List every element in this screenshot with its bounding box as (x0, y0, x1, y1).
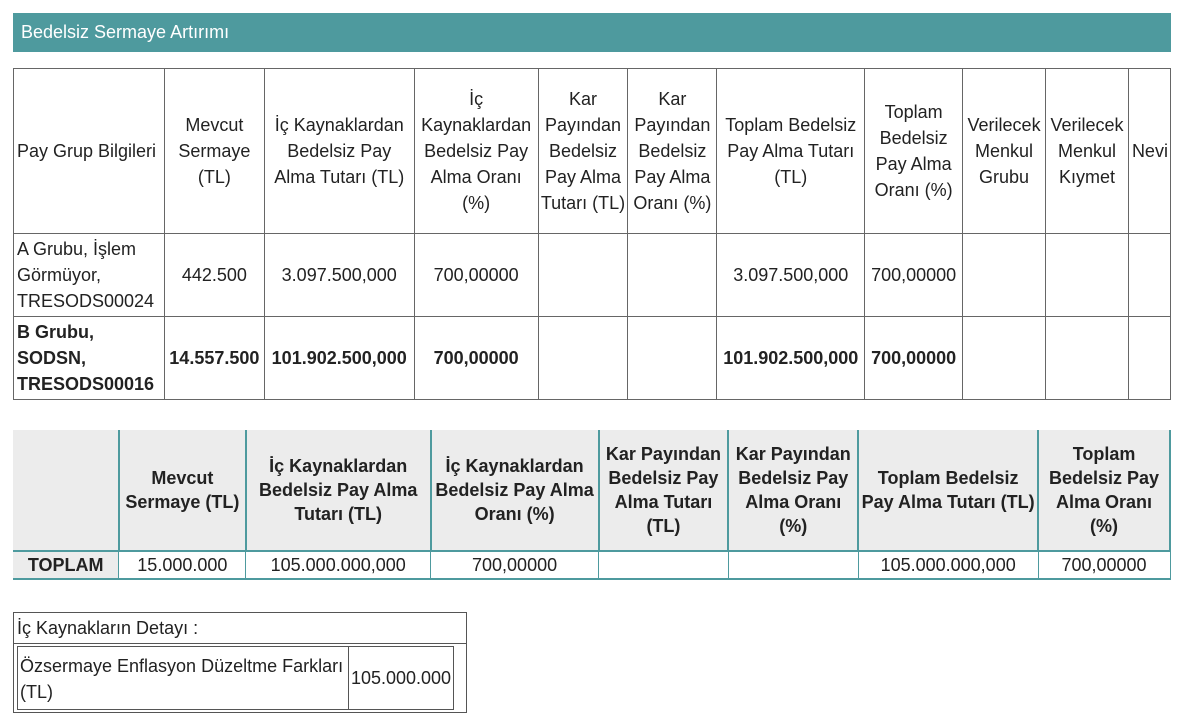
cell-menkul-kiymet (1046, 317, 1129, 400)
ic-kaynak-detay-box (13, 612, 467, 713)
header-mevcut-sermaye: Mevcut Sermaye (TL) (164, 69, 264, 234)
cell-ic-kaynak-tutar: 3.097.500,000 (264, 234, 414, 317)
cell-ic-kaynak-oran: 700,00000 (414, 234, 538, 317)
header-menkul-grubu: Verilecek Menkul Grubu (963, 69, 1046, 234)
cell-toplam-tutar: 101.902.500,000 (717, 317, 865, 400)
cell-menkul-grubu (963, 234, 1046, 317)
header-toplam-oran: Toplam Bedelsiz Pay Alma Oranı (%) (1038, 430, 1170, 551)
header-ic-kaynak-oran: İç Kaynaklardan Bedelsiz Pay Alma Oranı (%) (414, 69, 538, 234)
header-ic-kaynak-tutar: İç Kaynaklardan Bedelsiz Pay Alma Tutarı (TL) (246, 430, 431, 551)
detay-item-value: 105.000.000 (349, 646, 454, 710)
cell-ic-kaynak-tutar: 101.902.500,000 (264, 317, 414, 400)
header-ic-kaynak-oran: İç Kaynaklardan Bedelsiz Pay Alma Oranı (%) (431, 430, 599, 551)
cell-ic-kaynak-oran: 700,00000 (431, 551, 599, 579)
cell-kar-payi-oran (728, 551, 858, 579)
detay-row (17, 646, 464, 710)
cell-pay-grup: A Grubu, İşlem Görmüyor, TRESODS00024 (14, 234, 165, 317)
header-empty (13, 430, 119, 551)
header-toplam-tutar: Toplam Bedelsiz Pay Alma Tutarı (TL) (858, 430, 1038, 551)
section-title: Bedelsiz Sermaye Artırımı (13, 13, 1171, 52)
cell-nevi (1128, 317, 1170, 400)
cell-mevcut-sermaye: 14.557.500 (164, 317, 264, 400)
cell-ic-kaynak-oran: 700,00000 (414, 317, 538, 400)
header-nevi: Nevi (1128, 69, 1170, 234)
toplam-label: TOPLAM (13, 551, 119, 579)
cell-toplam-oran: 700,00000 (1038, 551, 1170, 579)
cell-kar-payi-tutar (599, 551, 729, 579)
header-toplam-oran: Toplam Bedelsiz Pay Alma Oranı (%) (865, 69, 963, 234)
cell-menkul-kiymet (1046, 234, 1129, 317)
header-toplam-tutar: Toplam Bedelsiz Pay Alma Tutarı (TL) (717, 69, 865, 234)
table-row (13, 551, 1170, 579)
header-kar-payi-tutar: Kar Payından Bedelsiz Pay Alma Tutarı (TL) (599, 430, 729, 551)
header-kar-payi-oran: Kar Payından Bedelsiz Pay Alma Oranı (%) (728, 430, 858, 551)
cell-kar-payi-oran (628, 234, 717, 317)
cell-nevi (1128, 234, 1170, 317)
cell-kar-payi-oran (628, 317, 717, 400)
cell-kar-payi-tutar (538, 317, 628, 400)
cell-toplam-oran: 700,00000 (865, 234, 963, 317)
cell-kar-payi-tutar (538, 234, 628, 317)
table-row (14, 317, 1171, 400)
pay-grup-table (13, 68, 1171, 400)
header-pay-grup: Pay Grup Bilgileri (14, 69, 165, 234)
table-row (14, 234, 1171, 317)
detay-item-label: Özsermaye Enflasyon Düzeltme Farkları (TL) (17, 646, 349, 710)
cell-mevcut-sermaye: 15.000.000 (119, 551, 246, 579)
cell-toplam-tutar: 105.000.000,000 (858, 551, 1038, 579)
header-ic-kaynak-tutar: İç Kaynaklardan Bedelsiz Pay Alma Tutarı (TL) (264, 69, 414, 234)
cell-pay-grup: B Grubu, SODSN, TRESODS00016 (14, 317, 165, 400)
header-kar-payi-tutar: Kar Payından Bedelsiz Pay Alma Tutarı (TL) (538, 69, 628, 234)
cell-toplam-tutar: 3.097.500,000 (717, 234, 865, 317)
cell-ic-kaynak-tutar: 105.000.000,000 (246, 551, 431, 579)
cell-toplam-oran: 700,00000 (865, 317, 963, 400)
toplam-table (13, 430, 1171, 580)
header-kar-payi-oran: Kar Payından Bedelsiz Pay Alma Oranı (%) (628, 69, 717, 234)
detay-caption: İç Kaynakların Detayı : (14, 613, 466, 644)
cell-menkul-grubu (963, 317, 1046, 400)
header-menkul-kiymet: Verilecek Menkul Kıymet (1046, 69, 1129, 234)
cell-mevcut-sermaye: 442.500 (164, 234, 264, 317)
header-mevcut-sermaye: Mevcut Sermaye (TL) (119, 430, 246, 551)
